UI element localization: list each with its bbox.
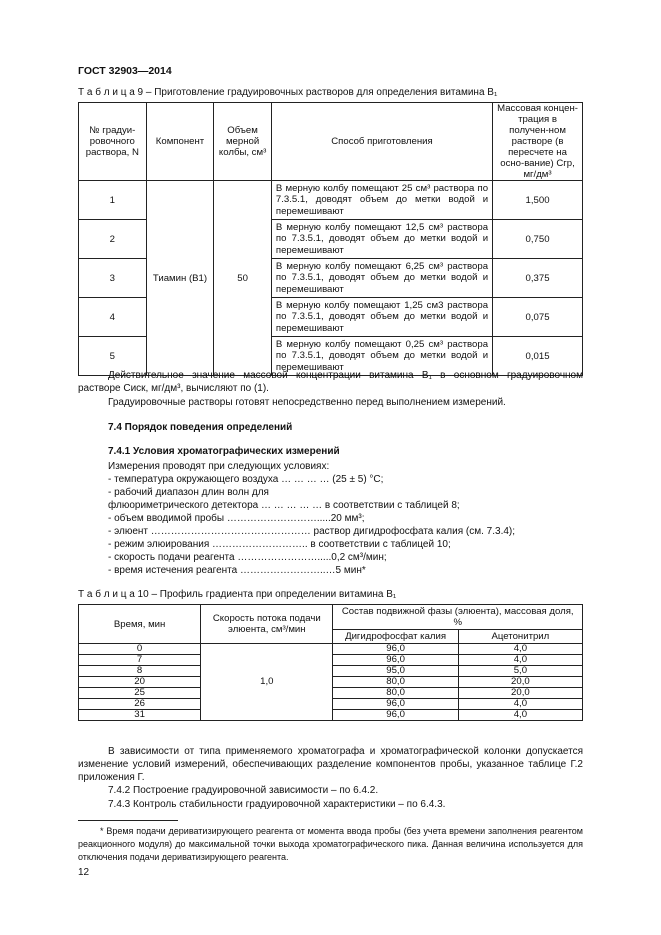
t9-cell-conc: 0,375 <box>493 259 583 298</box>
t10-header-col-a: Дигидрофосфат калия <box>333 630 458 644</box>
t10-cell-a: 80,0 <box>333 688 458 699</box>
table9 <box>78 102 583 376</box>
t10-header-composition: Состав подвижной фазы (элюента), массовая доля, % <box>333 605 583 630</box>
t9-cell-component: Тиамин (B1) <box>146 181 214 376</box>
t10-cell-b: 4,0 <box>458 699 582 710</box>
t9-header-conc: Массовая концен-трация в получен-ном растворе (в пересчете на осно-вание) Cгр, мг/дм³ <box>493 103 583 181</box>
table9-caption: Т а б л и ц а 9 – Приготовление градуировочных растворов для определения витамина B₁ <box>78 87 498 98</box>
t9-header-method: Способ приготовления <box>271 103 492 181</box>
t10-cell-a: 95,0 <box>333 666 458 677</box>
conditions-intro: Измерения проводят при следующих условиях: <box>108 461 330 472</box>
t10-cell-time: 0 <box>79 644 201 655</box>
table-row <box>79 644 583 655</box>
t10-header-col-b: Ацетонитрил <box>458 630 582 644</box>
t10-cell-a: 96,0 <box>333 655 458 666</box>
section-heading-7-4-1: 7.4.1 Условия хроматографических измерений <box>108 446 340 457</box>
paragraph-actual-concentration: Действительное значение массовой концентрации витамина B₁ в основном градуировочном растворе Cиск, мг/дм³, вычисляют по (1). <box>78 370 583 394</box>
t9-header-num: № градуи-ровочного раствора, N <box>79 103 147 181</box>
t9-cell-n: 1 <box>79 181 147 220</box>
condition-item: - режим элюирования ……………………….. в соответствии с таблицей 10; <box>108 539 451 550</box>
t10-cell-a: 96,0 <box>333 710 458 721</box>
section-heading-7-4: 7.4 Порядок поведения определений <box>108 422 293 433</box>
t10-cell-time: 25 <box>79 688 201 699</box>
t9-cell-conc: 0,075 <box>493 298 583 337</box>
condition-item: - температура окружающего воздуха … … … … (25 ± 5) °С; <box>108 474 384 485</box>
t10-cell-time: 7 <box>79 655 201 666</box>
t9-cell-conc: 0,015 <box>493 337 583 376</box>
paragraph-conditions-change: В зависимости от типа применяемого хроматографа и хроматографической колонки допускается изменение условий измерений, обеспечивающих разделение компонентов пробы, указанное таблице Г.2 приложения Г. <box>78 746 583 783</box>
t10-cell-flow: 1,0 <box>201 644 333 721</box>
condition-item: - объем вводимой пробы ……………………….....20 мм³; <box>108 513 365 524</box>
t10-cell-b: 4,0 <box>458 655 582 666</box>
t10-cell-time: 31 <box>79 710 201 721</box>
t10-cell-a: 80,0 <box>333 677 458 688</box>
t9-cell-n: 4 <box>79 298 147 337</box>
t9-cell-volume: 50 <box>214 181 272 376</box>
t9-cell-n: 2 <box>79 220 147 259</box>
t9-header-component: Компонент <box>146 103 214 181</box>
condition-item: флюориметрического детектора … … … … … в соответствии с таблицей 8; <box>108 500 460 511</box>
t10-cell-time: 20 <box>79 677 201 688</box>
t10-cell-a: 96,0 <box>333 699 458 710</box>
t9-cell-conc: 0,750 <box>493 220 583 259</box>
t10-cell-b: 4,0 <box>458 710 582 721</box>
t9-cell-n: 3 <box>79 259 147 298</box>
t9-cell-method: В мерную колбу помещают 1,25 см3 раствора по 7.3.5.1, доводят объем до метки водой и перемешивают <box>271 298 492 337</box>
t10-cell-b: 20,0 <box>458 688 582 699</box>
condition-item: - скорость подачи реагента …………………….....0,2 см³/мин; <box>108 552 387 563</box>
t9-cell-method: В мерную колбу помещают 25 см³ раствора по 7.3.5.1, доводят объем до метки водой и перемешивают <box>271 181 492 220</box>
t9-cell-n: 5 <box>79 337 147 376</box>
t10-cell-time: 26 <box>79 699 201 710</box>
t9-cell-method: В мерную колбу помещают 0,25 см³ раствора по 7.3.5.1, доводят объем до метки водой и перемешивают <box>271 337 492 376</box>
t10-header-time: Время, мин <box>79 605 201 644</box>
paragraph-calibration-solutions: Градуировочные растворы готовят непосредственно перед выполнением измерений. <box>108 397 506 408</box>
page-number: 12 <box>78 867 90 878</box>
t10-cell-b: 5,0 <box>458 666 582 677</box>
footnote-divider <box>78 820 178 821</box>
t10-cell-time: 8 <box>79 666 201 677</box>
t10-header-flow: Скорость потока подачи элюента, см³/мин <box>201 605 333 644</box>
condition-item: - элюент ………………………………………… раствор дигидрофосфата калия (см. 7.3.4); <box>108 526 516 537</box>
table10-caption: Т а б л и ц а 10 – Профиль градиента при определении витамина B₁ <box>78 589 397 600</box>
footnote: * Время подачи дериватизирующего реагента от момента ввода пробы (без учета времени заполнения реагентом реакционного модуля) до максимальной точки выхода хроматографического пика. Данная величина используется для отключения подачи дериватизирующего реагента. <box>78 826 583 862</box>
t9-header-volume: Объем мерной колбы, см³ <box>214 103 272 181</box>
document-header: ГОСТ 32903—2014 <box>78 65 172 77</box>
table10 <box>78 604 583 721</box>
t9-cell-method: В мерную колбу помещают 6,25 см³ раствора по 7.3.5.1, доводят объем до метки водой и перемешивают <box>271 259 492 298</box>
condition-item: - рабочий диапазон длин волн для <box>108 487 269 498</box>
t10-cell-a: 96,0 <box>333 644 458 655</box>
paragraph-7-4-2: 7.4.2 Построение градуировочной зависимости – по 6.4.2. <box>108 785 379 796</box>
paragraph-7-4-3: 7.4.3 Контроль стабильности градуировочной характеристики – по 6.4.3. <box>108 799 446 810</box>
t9-cell-conc: 1,500 <box>493 181 583 220</box>
t10-cell-b: 4,0 <box>458 644 582 655</box>
t10-cell-b: 20,0 <box>458 677 582 688</box>
table-row <box>79 181 583 220</box>
t9-cell-method: В мерную колбу помещают 12,5 см³ раствора по 7.3.5.1, доводят объем до метки водой и перемешивают <box>271 220 492 259</box>
condition-item: - время истечения реагента ……………………..…5 мин* <box>108 565 366 576</box>
